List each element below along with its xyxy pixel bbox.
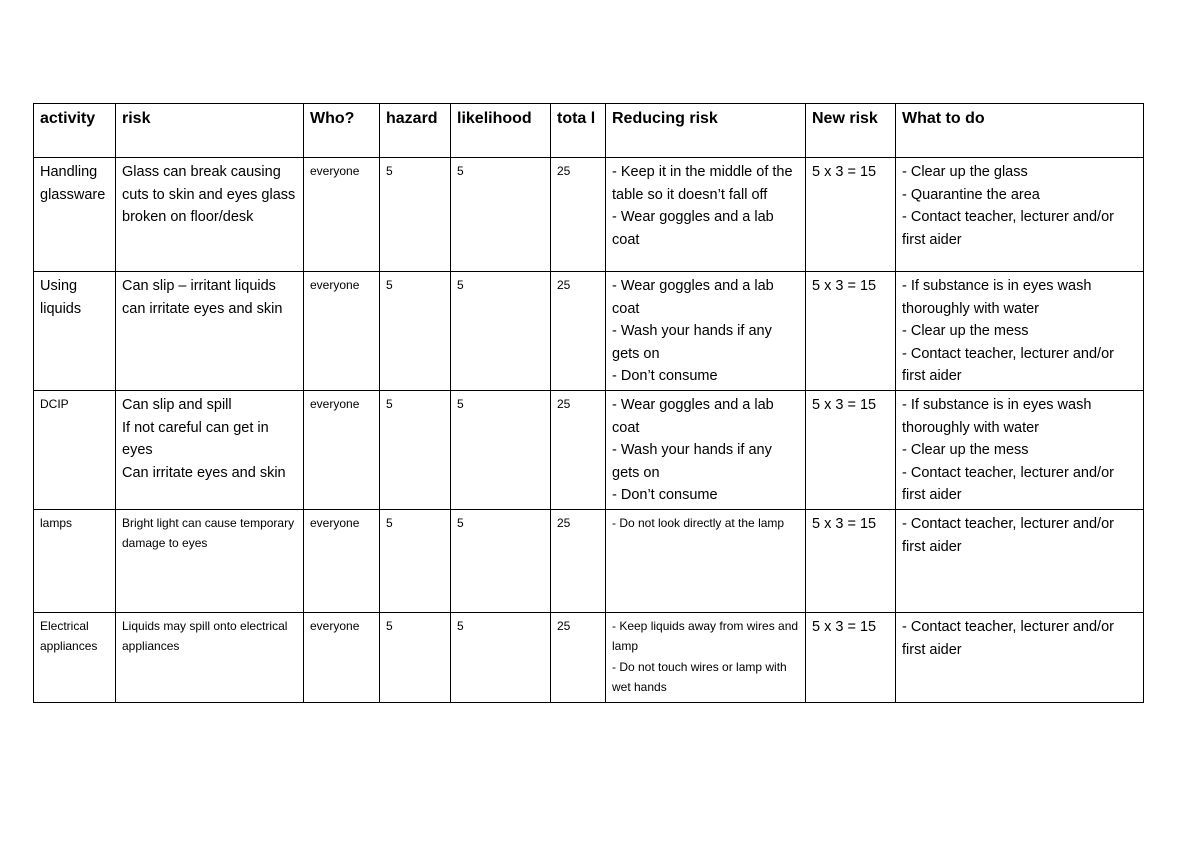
hazard-cell: 5 [380, 390, 451, 509]
reducing-line: - Wear goggles and a lab coat [612, 278, 774, 317]
action-line: - Contact teacher, lecturer and/or first aider [902, 618, 1114, 658]
table-row [34, 390, 1144, 509]
what-to-do-cell [896, 390, 1144, 509]
activity-cell: lamps [34, 509, 116, 612]
hazard-cell: 5 [380, 612, 451, 702]
what-to-do-cell [896, 158, 1144, 272]
table-row [34, 509, 1144, 612]
risk-assessment-table [33, 103, 1144, 703]
what-to-do-cell [896, 509, 1144, 612]
reducing-line: - Keep liquids away from wires and lamp [612, 618, 799, 654]
new-risk-cell: 5 x 3 = 15 [806, 509, 896, 612]
header-hazard: hazard [380, 104, 451, 158]
total-cell: 25 [551, 509, 606, 612]
likelihood-cell: 5 [451, 612, 551, 702]
action-line: - Clear up the mess [902, 442, 1029, 459]
table-row [34, 612, 1144, 702]
risk-cell [116, 612, 304, 702]
risk-line: Glass can break causing cuts to skin and eyes glass broken on floor/desk [122, 164, 296, 226]
risk-cell [116, 509, 304, 612]
risk-line: Liquids may spill onto electrical appliances [122, 618, 288, 654]
total-cell: 25 [551, 390, 606, 509]
risk-line: Can irritate eyes and skin [122, 464, 286, 481]
activity-cell: Using liquids [34, 272, 116, 391]
risk-cell [116, 390, 304, 509]
header-new-risk: New risk [806, 104, 896, 158]
new-risk-cell: 5 x 3 = 15 [806, 390, 896, 509]
risk-line: If not careful can get in eyes [122, 419, 269, 459]
likelihood-cell: 5 [451, 272, 551, 391]
likelihood-cell: 5 [451, 158, 551, 272]
new-risk-cell: 5 x 3 = 15 [806, 158, 896, 272]
header-reducing-risk: Reducing risk [606, 104, 806, 158]
reducing-line: - Wear goggles and a lab coat [612, 209, 774, 248]
likelihood-cell: 5 [451, 509, 551, 612]
reducing-line: - Don’t consume [612, 487, 718, 504]
table-row [34, 158, 1144, 272]
reducing-risk-cell [606, 509, 806, 612]
risk-cell [116, 158, 304, 272]
action-line: - Clear up the glass [902, 164, 1028, 180]
activity-cell: Handling glassware [34, 158, 116, 272]
header-row [34, 104, 1144, 158]
action-line: - Quarantine the area [902, 186, 1040, 203]
who-cell: everyone [304, 612, 380, 702]
reducing-line: - Keep it in the middle of the table so it doesn’t fall off [612, 164, 793, 203]
likelihood-cell: 5 [451, 390, 551, 509]
hazard-cell: 5 [380, 509, 451, 612]
total-cell: 25 [551, 158, 606, 272]
header-likelihood: likelihood [451, 104, 551, 158]
action-line: - If substance is in eyes wash thoroughly with water [902, 396, 1092, 436]
what-to-do-cell [896, 272, 1144, 391]
action-line: - Contact teacher, lecturer and/or first aider [902, 209, 1114, 248]
activity-cell: DCIP [34, 390, 116, 509]
hazard-cell: 5 [380, 272, 451, 391]
header-what-to-do: What to do [896, 104, 1144, 158]
reducing-line: - Do not look directly at the lamp [612, 515, 785, 530]
total-cell: 25 [551, 272, 606, 391]
header-total: tota l [551, 104, 606, 158]
what-to-do-cell [896, 612, 1144, 702]
who-cell: everyone [304, 158, 380, 272]
who-cell: everyone [304, 509, 380, 612]
new-risk-cell: 5 x 3 = 15 [806, 272, 896, 391]
who-cell: everyone [304, 272, 380, 391]
action-line: - If substance is in eyes wash thoroughly with water [902, 278, 1092, 317]
risk-line: Bright light can cause temporary damage to eyes [122, 515, 295, 551]
reducing-risk-cell [606, 390, 806, 509]
reducing-risk-cell [606, 612, 806, 702]
table-row [34, 272, 1144, 391]
risk-line: Can slip and spill [122, 396, 232, 413]
header-risk: risk [116, 104, 304, 158]
hazard-cell: 5 [380, 158, 451, 272]
total-cell: 25 [551, 612, 606, 702]
reducing-line: - Wear goggles and a lab coat [612, 396, 774, 436]
reducing-line: - Wash your hands if any gets on [612, 442, 772, 481]
risk-line: Can slip – irritant liquids can irritate eyes and skin [122, 278, 283, 317]
new-risk-cell: 5 x 3 = 15 [806, 612, 896, 702]
action-line: - Contact teacher, lecturer and/or first aider [902, 464, 1114, 504]
reducing-risk-cell [606, 158, 806, 272]
action-line: - Contact teacher, lecturer and/or first aider [902, 345, 1114, 385]
action-line: - Contact teacher, lecturer and/or first aider [902, 515, 1114, 555]
header-who: Who? [304, 104, 380, 158]
reducing-risk-cell [606, 272, 806, 391]
activity-cell: Electrical appliances [34, 612, 116, 702]
action-line: - Clear up the mess [902, 323, 1029, 340]
header-activity: activity [34, 104, 116, 158]
risk-cell [116, 272, 304, 391]
reducing-line: - Don’t consume [612, 368, 718, 385]
reducing-line: - Do not touch wires or lamp with wet hands [612, 659, 787, 695]
reducing-line: - Wash your hands if any gets on [612, 323, 772, 362]
who-cell: everyone [304, 390, 380, 509]
